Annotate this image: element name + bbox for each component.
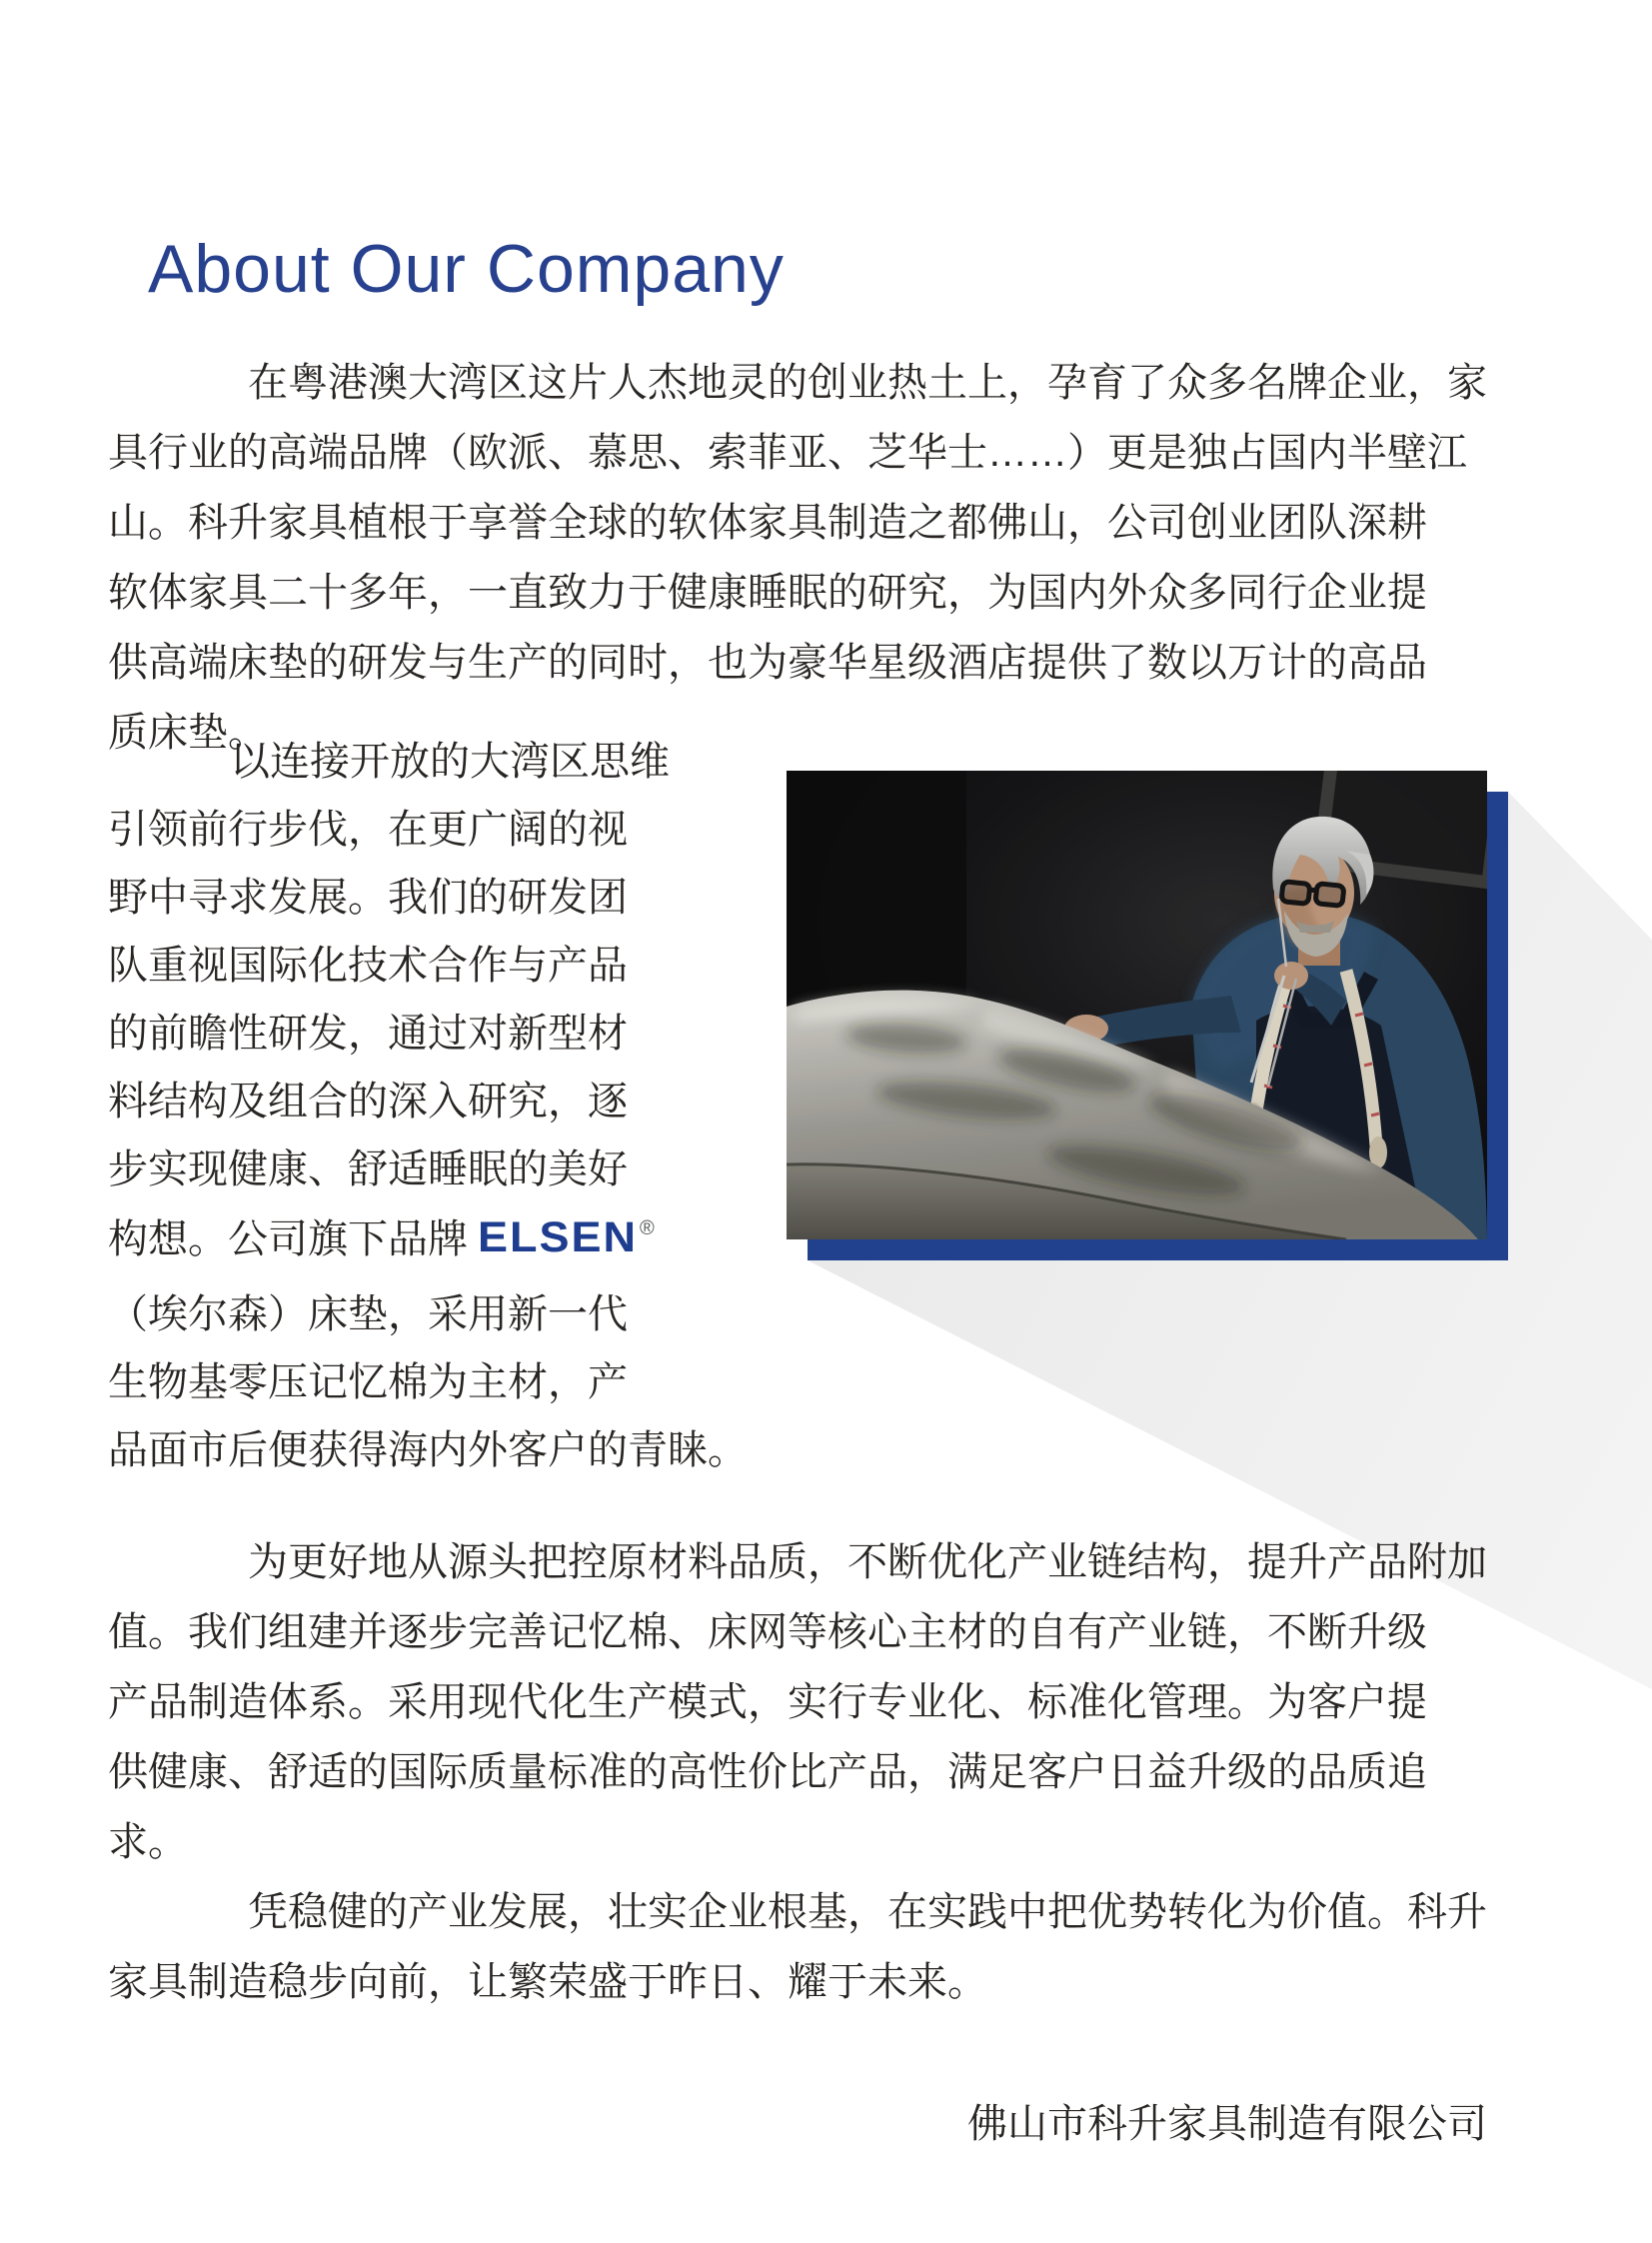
paragraph-line: 引领前行步伐，在更广阔的视 — [108, 808, 628, 852]
paragraph-line: 软体家具二十多年，一直致力于健康睡眠的研究，为国内外众多同行企业提 — [108, 571, 1427, 615]
page-title: About Our Company — [148, 231, 785, 307]
paragraph-line: 步实现健康、舒适睡眠的美好 — [108, 1147, 628, 1191]
paragraph-line: 为更好地从源头把控原材料品质，不断优化产业链结构，提升产品附加 — [248, 1540, 1487, 1584]
paragraph-line: 山。科升家具植根于享誉全球的软体家具制造之都佛山，公司创业团队深耕 — [108, 501, 1427, 545]
brand-line-prefix: 构想。公司旗下品牌 — [108, 1217, 468, 1261]
paragraph-line: 凭稳健的产业发展，壮实企业根基，在实践中把优势转化为价值。科升 — [248, 1890, 1487, 1934]
paragraph-line: 产品制造体系。采用现代化生产模式，实行专业化、标准化管理。为客户提 — [108, 1680, 1427, 1724]
paragraph-line: 料结构及组合的深入研究，逐 — [108, 1080, 628, 1123]
paragraph-line: 的前瞻性研发，通过对新型材 — [108, 1012, 628, 1056]
paragraph-line: 具行业的高端品牌（欧派、慕思、索菲亚、芝华士……）更是独占国内半壁江 — [108, 431, 1467, 475]
paragraph-3 — [108, 1527, 1587, 1877]
paragraph-line: 供健康、舒适的国际质量标准的高性价比产品，满足客户日益升级的品质追 — [108, 1750, 1427, 1794]
paragraph-line: 以连接开放的大湾区思维 — [230, 740, 670, 784]
paragraph-line: （埃尔森）床垫，采用新一代 — [108, 1292, 628, 1336]
paragraph-line: 品面市后便获得海内外客户的青睐。 — [108, 1428, 748, 1472]
elsen-logo: ELSEN — [478, 1212, 639, 1261]
paragraph-line: 质床垫。 — [108, 711, 268, 755]
company-name-footer: 佛山市科升家具制造有限公司 — [967, 2102, 1487, 2146]
paragraph-line: 值。我们组建并逐步完善记忆棉、床网等核心主材的自有产业链，不断升级 — [108, 1610, 1427, 1654]
craftsman-mattress-photo — [787, 771, 1487, 1239]
paragraph-1 — [108, 348, 1587, 768]
brand-line — [108, 1203, 778, 1280]
paragraph-line: 队重视国际化技术合作与产品 — [108, 944, 628, 988]
paragraph-line: 供高端床垫的研发与生产的同时，也为豪华星级酒店提供了数以万计的高品 — [108, 641, 1427, 685]
registered-trademark-mark: ® — [640, 1217, 655, 1239]
paragraph-line: 野中寻求发展。我们的研发团 — [108, 876, 628, 920]
paragraph-line: 生物基零压记忆棉为主材，产 — [108, 1360, 628, 1404]
paragraph-4 — [108, 1877, 1587, 2017]
paragraph-2 — [108, 728, 778, 1484]
paragraph-line: 求。 — [108, 1820, 188, 1864]
paragraph-line: 家具制造稳步向前，让繁荣盛于昨日、耀于未来。 — [108, 1960, 987, 2004]
paragraph-line: 在粤港澳大湾区这片人杰地灵的创业热土上，孕育了众多名牌企业，家 — [248, 361, 1487, 405]
